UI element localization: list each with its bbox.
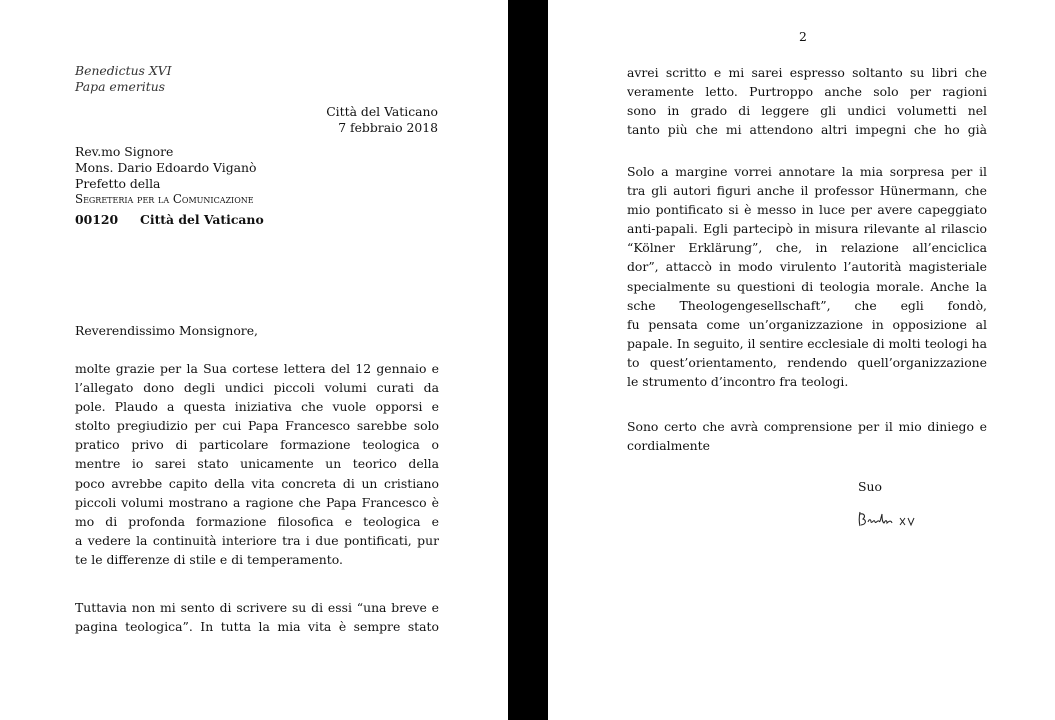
recipient-line-1: Rev.mo Signore xyxy=(75,144,174,159)
recipient-line-3: Prefetto della xyxy=(75,176,161,191)
recipient-line-2: Mons. Dario Edoardo Viganò xyxy=(75,160,257,175)
text-line: fu pensata come un’organizzazione in opposizione al xyxy=(627,316,987,332)
text-line: anti-papali. Egli partecipò in misura rilevante al rilascio xyxy=(627,221,987,237)
text-line: sono in grado di leggere gli undici volumetti nel xyxy=(627,103,987,119)
text-line: Solo a margine vorrei annotare la mia sorpresa per il xyxy=(627,164,987,179)
recipient-city: Città del Vaticano xyxy=(140,212,264,227)
salutation: Reverendissimo Monsignore, xyxy=(75,323,258,338)
page-number: 2 xyxy=(799,29,807,44)
text-line: veramente letto. Purtroppo anche solo per ragioni xyxy=(627,84,987,100)
text-line: l’allegato dono degli undici piccoli volumi curati da xyxy=(75,380,439,396)
text-line: Tuttavia non mi sento di scrivere su di essi “una breve e xyxy=(75,600,439,615)
text-line: le strumento d’incontro fra teologi. xyxy=(627,374,849,390)
text-line: molte grazie per la Sua cortese lettera del 12 gennaio e xyxy=(75,361,439,376)
sender-name: Benedictus XVI xyxy=(75,63,172,78)
recipient-postcode: 00120 xyxy=(75,212,119,227)
text-line: te le differenze di stile e di temperamento. xyxy=(75,551,343,567)
text-line: pole. Plaudo a questa iniziativa che vuole opporsi e xyxy=(75,399,439,415)
paragraph-2 xyxy=(75,598,439,636)
text-line: mio pontificato si è messo in luce per avere capeggiato xyxy=(627,202,987,218)
text-line: “Kölner Erklärung”, che, in relazione all’enciclica xyxy=(627,240,987,256)
letter-page-1 xyxy=(0,0,508,720)
letter-page-2 xyxy=(548,0,1055,720)
paragraph-1 xyxy=(75,359,439,569)
text-line: dor”, attaccò in modo virulento l’autorità magisteriale xyxy=(627,259,987,275)
letter-place: Città del Vaticano xyxy=(326,104,438,119)
text-line: pagina teologica”. In tutta la mia vita è sempre stato xyxy=(75,619,439,635)
text-line: specialmente su questioni di teologia morale. Anche la xyxy=(627,278,987,294)
text-line: Sono certo che avrà comprensione per il mio diniego e xyxy=(627,419,987,434)
closing: Suo xyxy=(858,479,882,494)
text-line: mo di profonda formazione filosofica e teologica e xyxy=(75,513,439,529)
handwritten-signature xyxy=(856,508,920,530)
text-line: cordialmente xyxy=(627,438,710,454)
text-line: papale. In seguito, il sentire ecclesiale di molti teologi ha xyxy=(627,335,987,351)
text-line: mentre io sarei stato unicamente un teorico della xyxy=(75,456,439,472)
letter-date: 7 febbraio 2018 xyxy=(338,120,438,135)
text-line: piccoli volumi mostrano a ragione che Papa Francesco è xyxy=(75,494,439,510)
paragraph-4 xyxy=(627,162,987,391)
text-line: sche Theologengesellschaft”, che egli fondò, xyxy=(627,297,987,313)
text-line: stolto pregiudizio per cui Papa Francesco sarebbe solo xyxy=(75,418,439,434)
paragraph-3 xyxy=(627,63,987,139)
text-line: tanto più che mi attendono altri impegni che ho già xyxy=(627,122,987,138)
sender-title: Papa emeritus xyxy=(75,79,166,94)
text-line: poco avrebbe capito della vita concreta di un cristiano xyxy=(75,475,439,491)
text-line: tra gli autori figuri anche il professor Hünermann, che xyxy=(627,183,987,199)
paragraph-5 xyxy=(627,417,987,455)
text-line: a vedere la continuità interiore tra i due pontificati, pur xyxy=(75,532,439,548)
text-line: pratico privo di particolare formazione teologica o xyxy=(75,437,439,453)
text-line: to quest’orientamento, rendendo quell’organizzazione xyxy=(627,354,987,370)
recipient-line-4: Segreteria per la Comunicazione xyxy=(75,192,254,206)
text-line: avrei scritto e mi sarei espresso soltanto su libri che xyxy=(627,65,987,80)
